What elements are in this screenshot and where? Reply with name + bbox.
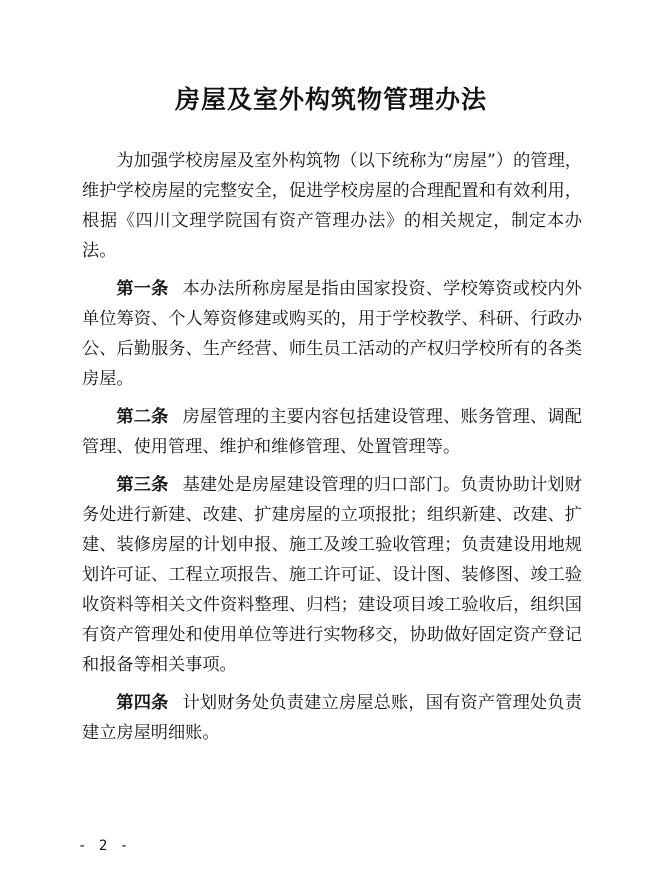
article-heading: 第四条 (116, 693, 169, 713)
document-body (82, 146, 582, 756)
article-heading: 第二条 (116, 407, 169, 427)
document-title: 房屋及室外构筑物管理办法 (174, 85, 487, 114)
article-text: 本办法所称房屋是指由国家投资、学校筹资或校内外单位筹资、个人筹资修建或购买的，用于学校教学、科研、行政办公、后勤服务、生产经营、师生员工活动的产权归学校所有的各类房屋。 (82, 279, 582, 389)
page-number: - 2 - (78, 838, 131, 854)
article-heading: 第三条 (116, 475, 169, 495)
article-3 (82, 470, 582, 680)
article-2 (82, 402, 582, 462)
article-1 (82, 274, 582, 394)
article-heading: 第一条 (116, 279, 169, 299)
article-4 (82, 688, 582, 748)
article-text: 计划财务处负责建立房屋总账，国有资产管理处负责建立房屋明细账。 (82, 693, 582, 743)
article-text: 基建处是房屋建设管理的归口部门。负责协助计划财务处进行新建、改建、扩建房屋的立项报批；组织新建、改建、扩建、装修房屋的计划申报、施工及竣工验收管理；负责建设用地规划许可证、工程立项报告、施工许可证、设计图、装修图、竣工验收资料等相关文件资料整理、归档；建设项目竣工验收后，组织国有资产管理处和使用单位等进行实物移交，协助做好固定资产登记和报备等相关事项。 (82, 475, 582, 675)
article-text: 房屋管理的主要内容包括建设管理、账务管理、调配管理、使用管理、维护和维修管理、处置管理等。 (82, 407, 582, 457)
preamble-paragraph: 为加强学校房屋及室外构筑物（以下统称为“房屋”）的管理，维护学校房屋的完整安全，促进学校房屋的合理配置和有效利用，根据《四川文理学院国有资产管理办法》的相关规定，制定本办法。 (82, 151, 582, 261)
